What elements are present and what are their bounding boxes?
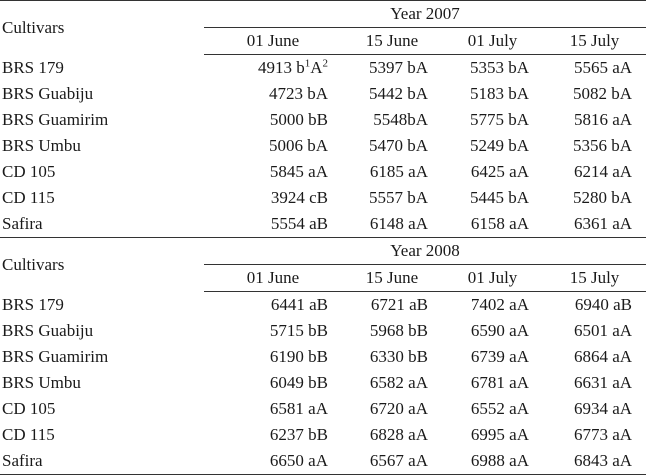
cultivar-name: BRS Umbu (2, 136, 81, 155)
yield-cell: 6361 aA (543, 211, 646, 238)
year-header: Year 2007 (204, 1, 646, 28)
yield-cell: 6739 aA (470, 347, 529, 366)
yield-cell: 5557 bA (368, 188, 428, 207)
yield-cell: 4723 bA (268, 84, 328, 103)
yield-cell: 6190 bB (269, 347, 328, 366)
yield-cell: 5000 bB (269, 110, 328, 129)
yield-cell: 6237 bB (269, 425, 328, 444)
date-header: 15 July (543, 265, 646, 292)
yield-cell: 6581 aA (269, 399, 328, 418)
yield-cell: 5816 aA (573, 110, 633, 129)
table-row (0, 318, 646, 344)
section-2008 (0, 238, 646, 475)
yield-cell: 6567 aA (342, 448, 442, 475)
yield-cell: 5565 aA (573, 58, 633, 77)
table-row (0, 133, 646, 159)
yield-cell: 5775 bA (469, 110, 529, 129)
yield-cell: 6214 aA (573, 162, 633, 181)
yield-cell: 6828 aA (369, 425, 428, 444)
yield-cell: 3924 cB (270, 188, 328, 207)
table-row (0, 159, 646, 185)
cultivars-header: Cultivars (0, 1, 204, 55)
yield-value: 4913 b (257, 58, 305, 77)
yield-cell: 5442 bA (368, 84, 428, 103)
cultivar-name: CD 105 (2, 162, 56, 181)
yield-cell: 5006 bA (268, 136, 328, 155)
yield-cell: 6843 aA (543, 448, 646, 475)
yield-cell: 5845 aA (269, 162, 328, 181)
date-header: 15 July (543, 28, 646, 55)
yield-cell: 6940 aB (574, 295, 633, 314)
yield-cell: 5548bA (373, 110, 428, 129)
yield-cell: 6995 aA (470, 425, 529, 444)
table-row (0, 107, 646, 133)
yield-cell: 6185 aA (369, 162, 428, 181)
yield-cell: 6864 aA (573, 347, 633, 366)
cultivar-name: BRS 179 (2, 294, 64, 314)
yield-cell: 6781 aA (470, 373, 529, 392)
yield-cell: 6501 aA (573, 321, 633, 340)
cultivar-name: BRS Umbu (2, 373, 81, 392)
cultivar-name: CD 115 (2, 188, 55, 207)
yield-cell: 6148 aA (342, 211, 442, 238)
yield-cell: 6721 aB (370, 295, 428, 314)
yield-cell: 5353 bA (469, 58, 529, 77)
date-header: 15 June (342, 28, 442, 55)
yield-cell: 6049 bB (269, 373, 328, 392)
yield-cell: 5249 bA (469, 136, 529, 155)
table-row (0, 448, 646, 475)
yield-cell: 6988 aA (442, 448, 543, 475)
cultivar-name: BRS Guamirim (2, 110, 109, 129)
footnote-mark: 1 (304, 57, 311, 70)
yield-cell: 6441 aB (270, 295, 328, 314)
yield-cell: 6158 aA (442, 211, 543, 238)
yield-cell: 6330 bB (369, 347, 428, 366)
table-row (0, 292, 646, 319)
yield-cell: 6590 aA (470, 321, 529, 340)
cultivar-name: BRS Guabiju (2, 84, 94, 103)
date-header: 01 July (442, 28, 543, 55)
yield-cell (204, 55, 342, 82)
table-row (0, 422, 646, 448)
table-row (0, 185, 646, 211)
yield-cell: 6582 aA (369, 373, 428, 392)
table-row (0, 396, 646, 422)
table-row (0, 211, 646, 238)
yield-cell: 6773 aA (573, 425, 633, 444)
table-row (0, 370, 646, 396)
yield-cell: 5397 bA (368, 58, 428, 77)
table-row (0, 81, 646, 107)
cultivar-name: BRS Guamirim (2, 347, 109, 366)
table-row (0, 55, 646, 82)
yield-cell: 5470 bA (368, 136, 428, 155)
yield-letter: A (310, 58, 323, 77)
yield-cell: 5280 bA (572, 188, 633, 207)
footnote-mark: 2 (322, 57, 328, 70)
cultivar-name: CD 105 (2, 399, 56, 418)
date-header: 01 June (204, 28, 342, 55)
yield-cell: 6650 aA (204, 448, 342, 475)
table-row (0, 344, 646, 370)
yield-cell: 5554 aB (204, 211, 342, 238)
yield-cell: 6934 aA (573, 399, 633, 418)
yield-cell: 5082 bA (572, 84, 633, 103)
cultivar-name: BRS Guabiju (2, 321, 94, 340)
cultivars-header: Cultivars (2, 254, 65, 274)
yield-cell: 7402 aA (470, 295, 529, 314)
yield-cell: 5968 bB (369, 321, 428, 340)
yield-cell: 6552 aA (470, 399, 529, 418)
date-header: 01 June (204, 265, 342, 292)
section-2007 (0, 1, 646, 238)
cultivar-name: BRS 179 (2, 57, 64, 77)
yield-cell: 5715 bB (269, 321, 328, 340)
yield-cell: 6425 aA (470, 162, 529, 181)
date-header: 01 July (442, 265, 543, 292)
cultivar-name: Safira (0, 448, 204, 475)
yield-cell: 5445 bA (469, 188, 529, 207)
year-header: Year 2008 (204, 238, 646, 265)
yield-cell: 5356 bA (572, 136, 633, 155)
yield-cell: 6631 aA (573, 373, 633, 392)
cultivar-name: CD 115 (2, 425, 55, 444)
cultivar-name: Safira (0, 211, 204, 238)
yield-cell: 5183 bA (469, 84, 529, 103)
yield-cell: 6720 aA (369, 399, 428, 418)
date-header: 15 June (342, 265, 442, 292)
